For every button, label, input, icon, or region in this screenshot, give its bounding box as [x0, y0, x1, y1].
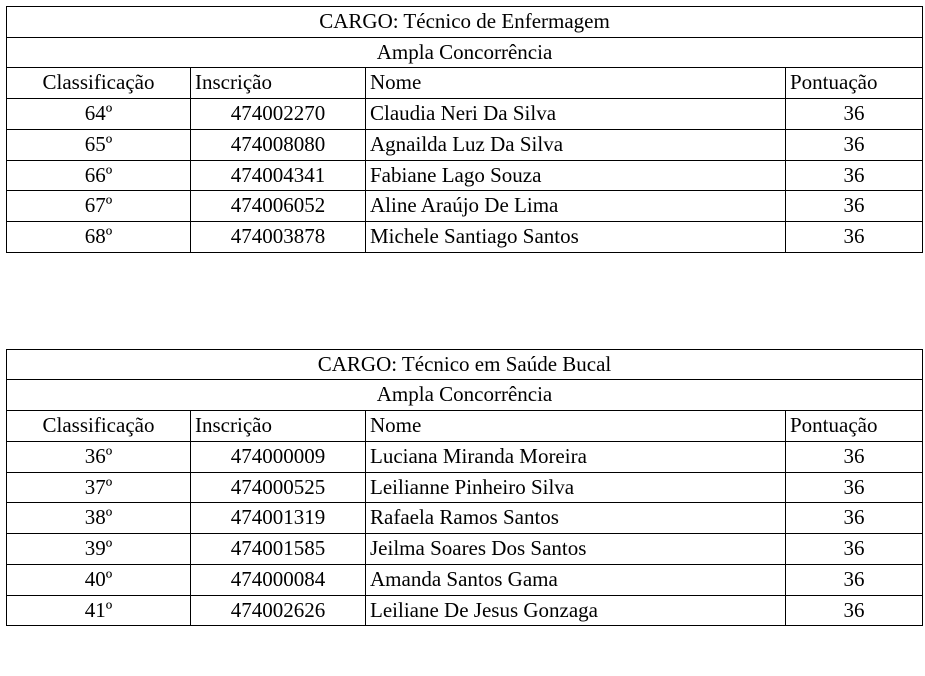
cell-classificacao: 65º	[7, 129, 191, 160]
cargo-title: CARGO: Técnico de Enfermagem	[7, 7, 923, 38]
table-row	[7, 534, 923, 565]
cell-classificacao: 36º	[7, 441, 191, 472]
header-inscricao: Inscrição	[191, 411, 366, 442]
cell-nome: Michele Santiago Santos	[366, 222, 786, 253]
cell-classificacao: 66º	[7, 160, 191, 191]
cell-pontuacao: 36	[786, 534, 923, 565]
table-title-row	[7, 349, 923, 380]
header-classificacao: Classificação	[7, 411, 191, 442]
table-row	[7, 99, 923, 130]
cell-pontuacao: 36	[786, 503, 923, 534]
cell-classificacao: 39º	[7, 534, 191, 565]
table-group-row	[7, 37, 923, 68]
cell-pontuacao: 36	[786, 160, 923, 191]
cell-classificacao: 37º	[7, 472, 191, 503]
cell-inscricao: 474001319	[191, 503, 366, 534]
table-row	[7, 160, 923, 191]
cell-inscricao: 474008080	[191, 129, 366, 160]
results-table-tecnico-saude-bucal	[6, 349, 923, 626]
cell-nome: Luciana Miranda Moreira	[366, 441, 786, 472]
cell-pontuacao: 36	[786, 472, 923, 503]
cell-inscricao: 474000525	[191, 472, 366, 503]
table-header-row	[7, 411, 923, 442]
results-table-tecnico-enfermagem	[6, 6, 923, 253]
table-row	[7, 472, 923, 503]
cell-pontuacao: 36	[786, 564, 923, 595]
cell-nome: Rafaela Ramos Santos	[366, 503, 786, 534]
header-nome: Nome	[366, 68, 786, 99]
cell-inscricao: 474006052	[191, 191, 366, 222]
cell-pontuacao: 36	[786, 191, 923, 222]
cell-classificacao: 38º	[7, 503, 191, 534]
cell-nome: Agnailda Luz Da Silva	[366, 129, 786, 160]
header-nome: Nome	[366, 411, 786, 442]
cell-inscricao: 474001585	[191, 534, 366, 565]
cell-inscricao: 474000009	[191, 441, 366, 472]
table-row	[7, 503, 923, 534]
cell-inscricao: 474002270	[191, 99, 366, 130]
cell-pontuacao: 36	[786, 222, 923, 253]
cell-classificacao: 68º	[7, 222, 191, 253]
cell-classificacao: 67º	[7, 191, 191, 222]
header-inscricao: Inscrição	[191, 68, 366, 99]
cell-nome: Jeilma Soares Dos Santos	[366, 534, 786, 565]
cell-classificacao: 40º	[7, 564, 191, 595]
table-row	[7, 191, 923, 222]
header-pontuacao: Pontuação	[786, 411, 923, 442]
cell-nome: Claudia Neri Da Silva	[366, 99, 786, 130]
cell-nome: Amanda Santos Gama	[366, 564, 786, 595]
table-header-row	[7, 68, 923, 99]
table-row	[7, 441, 923, 472]
cell-nome: Leiliane De Jesus Gonzaga	[366, 595, 786, 626]
cell-pontuacao: 36	[786, 99, 923, 130]
cell-inscricao: 474000084	[191, 564, 366, 595]
cell-nome: Fabiane Lago Souza	[366, 160, 786, 191]
cell-pontuacao: 36	[786, 441, 923, 472]
cell-inscricao: 474004341	[191, 160, 366, 191]
cell-pontuacao: 36	[786, 129, 923, 160]
cell-inscricao: 474003878	[191, 222, 366, 253]
table-row	[7, 222, 923, 253]
table-row	[7, 595, 923, 626]
section-spacer	[0, 253, 925, 349]
header-classificacao: Classificação	[7, 68, 191, 99]
table-row	[7, 129, 923, 160]
cell-nome: Leilianne Pinheiro Silva	[366, 472, 786, 503]
cell-classificacao: 41º	[7, 595, 191, 626]
cell-inscricao: 474002626	[191, 595, 366, 626]
cell-nome: Aline Araújo De Lima	[366, 191, 786, 222]
group-title: Ampla Concorrência	[7, 37, 923, 68]
cell-classificacao: 64º	[7, 99, 191, 130]
group-title: Ampla Concorrência	[7, 380, 923, 411]
cargo-title: CARGO: Técnico em Saúde Bucal	[7, 349, 923, 380]
cell-pontuacao: 36	[786, 595, 923, 626]
header-pontuacao: Pontuação	[786, 68, 923, 99]
table-row	[7, 564, 923, 595]
table-group-row	[7, 380, 923, 411]
table-title-row	[7, 7, 923, 38]
